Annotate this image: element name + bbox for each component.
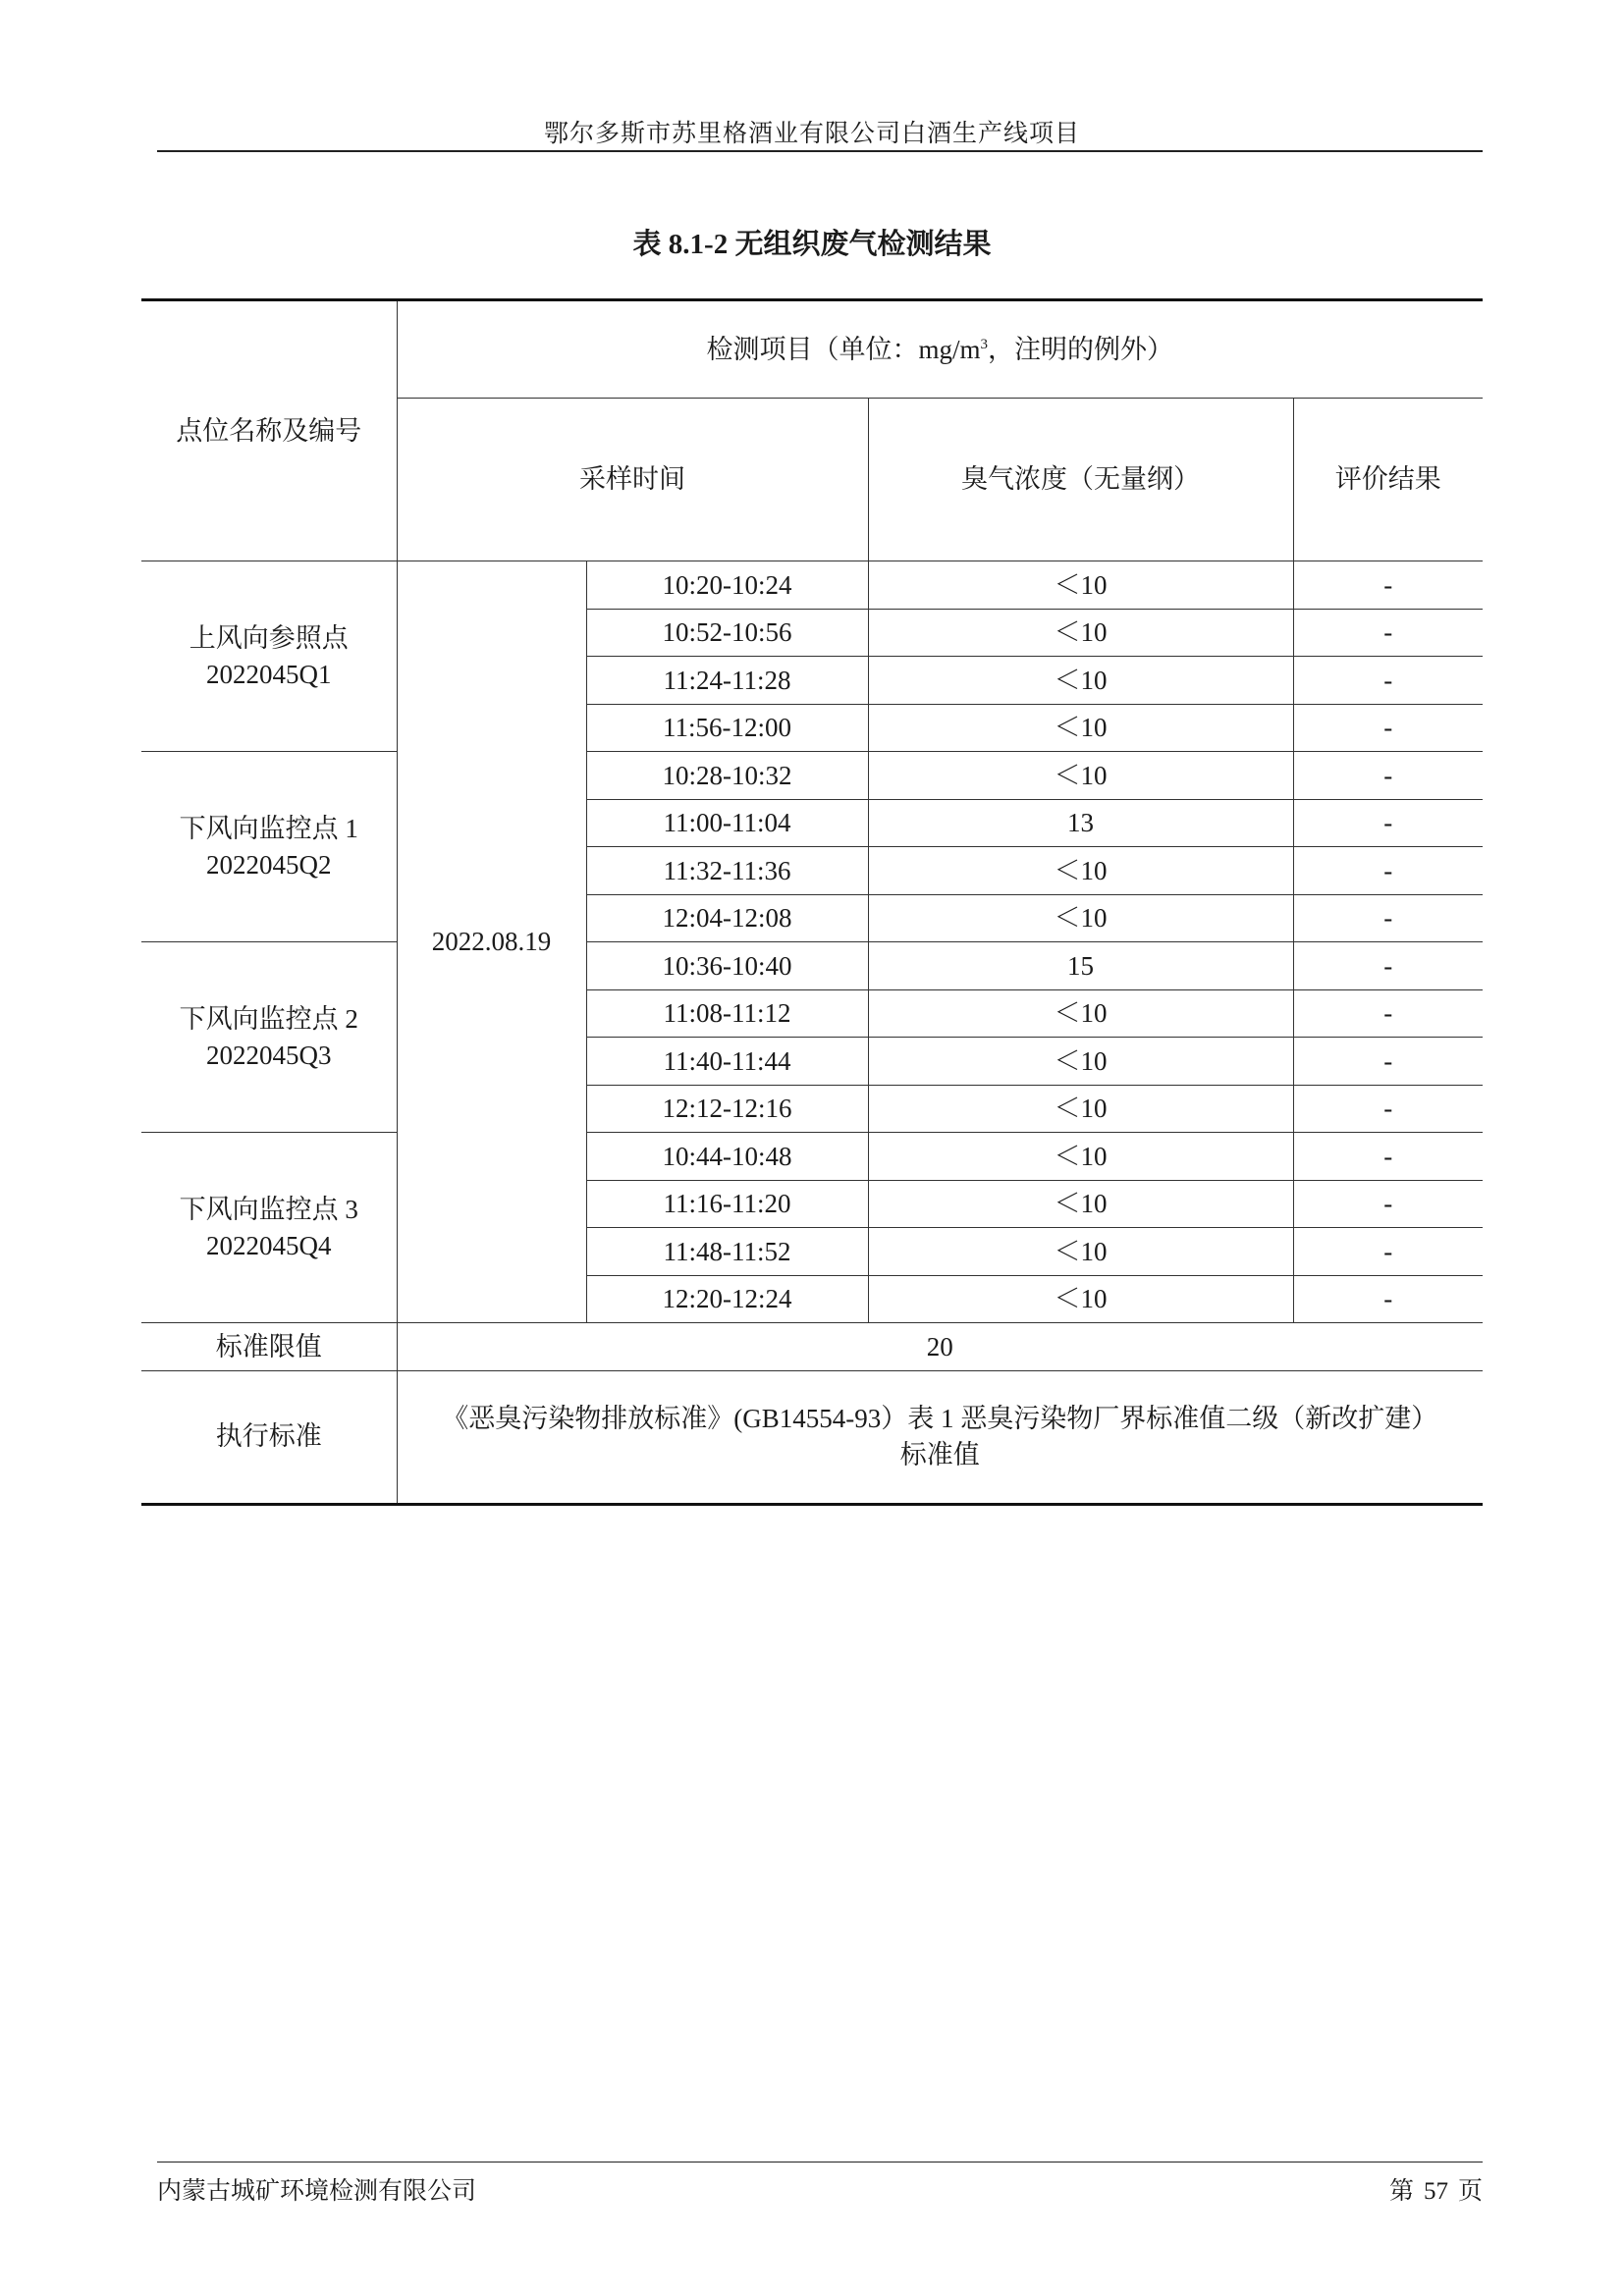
limit-label: 标准限值 [141,1323,397,1371]
point-code: 2022045Q2 [206,849,332,880]
sampling-time: 10:44-10:48 [586,1133,868,1181]
point-code: 2022045Q3 [206,1040,332,1070]
odor-result-table [141,298,1483,1506]
evaluation-result: - [1293,799,1483,847]
standard-label: 执行标准 [141,1370,397,1504]
point-name-cell [141,942,397,1133]
odor-value: 15 [868,942,1293,990]
table-row [141,1133,1483,1181]
header-test-items-superscript: 3 [980,336,989,352]
evaluation-result: - [1293,657,1483,705]
sampling-time: 11:24-11:28 [586,657,868,705]
evaluation-result: - [1293,1085,1483,1133]
header-point-name: 点位名称及编号 [141,300,397,561]
limit-value: 20 [397,1323,1483,1371]
odor-value: ＜10 [868,609,1293,657]
sampling-date: 2022.08.19 [397,561,586,1323]
standard-row [141,1370,1483,1504]
evaluation-result: - [1293,1228,1483,1276]
sampling-time: 11:32-11:36 [586,847,868,895]
odor-value: ＜10 [868,1180,1293,1228]
footer-divider [157,2162,1483,2163]
point-name: 上风向参照点 [189,623,349,654]
evaluation-result: - [1293,752,1483,800]
evaluation-result: - [1293,561,1483,610]
table-row [141,752,1483,800]
sampling-time: 11:40-11:44 [586,1038,868,1086]
table-caption: 表 8.1-2 无组织废气检测结果 [632,229,992,260]
header-odor-concentration: 臭气浓度（无量纲） [868,399,1293,561]
point-name: 下风向监控点 3 [179,1195,358,1225]
odor-value: ＜10 [868,1133,1293,1181]
point-code: 2022045Q4 [206,1230,332,1260]
sampling-time: 12:12-12:16 [586,1085,868,1133]
standard-text [397,1370,1483,1504]
evaluation-result: - [1293,1275,1483,1323]
point-name: 下风向监控点 1 [179,814,358,844]
table-row [141,942,1483,990]
sampling-time: 11:00-11:04 [586,799,868,847]
header-divider [157,150,1483,152]
sampling-time: 11:56-12:00 [586,704,868,752]
table-row [141,561,1483,610]
odor-value: ＜10 [868,752,1293,800]
point-name-cell [141,561,397,752]
header-test-items [397,300,1483,399]
evaluation-result: - [1293,1133,1483,1181]
header-test-items-suffix: ，注明的例外） [988,334,1174,364]
standard-text-line1: 《恶臭污染物排放标准》(GB14554-93）表 1 恶臭污染物厂界标准值二级（新改扩建） [442,1404,1438,1434]
evaluation-result: - [1293,847,1483,895]
page-prefix: 第 [1388,2178,1414,2205]
sampling-time: 12:04-12:08 [586,894,868,942]
odor-value: ＜10 [868,1228,1293,1276]
footer-company: 内蒙古城矿环境检测有限公司 [157,2178,477,2205]
sampling-time: 11:48-11:52 [586,1228,868,1276]
footer-page-number [1389,2171,1483,2207]
header-test-items-prefix: 检测项目（单位：mg/m [706,334,981,364]
evaluation-result: - [1293,1038,1483,1086]
sampling-time: 11:08-11:12 [586,989,868,1038]
odor-value: ＜10 [868,989,1293,1038]
sampling-time: 11:16-11:20 [586,1180,868,1228]
evaluation-result: - [1293,989,1483,1038]
header-title: 鄂尔多斯市苏里格酒业有限公司白酒生产线项目 [543,121,1080,147]
standard-text-line2: 标准值 [899,1439,980,1469]
sampling-time: 12:20-12:24 [586,1275,868,1323]
odor-value: 13 [868,799,1293,847]
point-name-cell [141,1133,397,1323]
sampling-time: 10:36-10:40 [586,942,868,990]
table-body [141,300,1483,1505]
header-sampling-time: 采样时间 [397,399,868,561]
point-name-cell [141,752,397,942]
sampling-time: 10:28-10:32 [586,752,868,800]
evaluation-result: - [1293,1180,1483,1228]
page-suffix: 页 [1457,2178,1483,2205]
sampling-time: 10:20-10:24 [586,561,868,610]
odor-value: ＜10 [868,894,1293,942]
evaluation-result: - [1293,609,1483,657]
odor-value: ＜10 [868,1275,1293,1323]
odor-value: ＜10 [868,1085,1293,1133]
odor-value: ＜10 [868,657,1293,705]
evaluation-result: - [1293,942,1483,990]
odor-value: ＜10 [868,704,1293,752]
evaluation-result: - [1293,704,1483,752]
point-name: 下风向监控点 2 [179,1004,358,1035]
sampling-time: 10:52-10:56 [586,609,868,657]
evaluation-result: - [1293,894,1483,942]
table-header-row [141,300,1483,399]
limit-row [141,1323,1483,1371]
header-evaluation: 评价结果 [1293,399,1483,561]
odor-value: ＜10 [868,561,1293,610]
point-code: 2022045Q1 [206,659,332,689]
odor-value: ＜10 [868,847,1293,895]
odor-value: ＜10 [868,1038,1293,1086]
page-number: 57 [1423,2178,1448,2205]
